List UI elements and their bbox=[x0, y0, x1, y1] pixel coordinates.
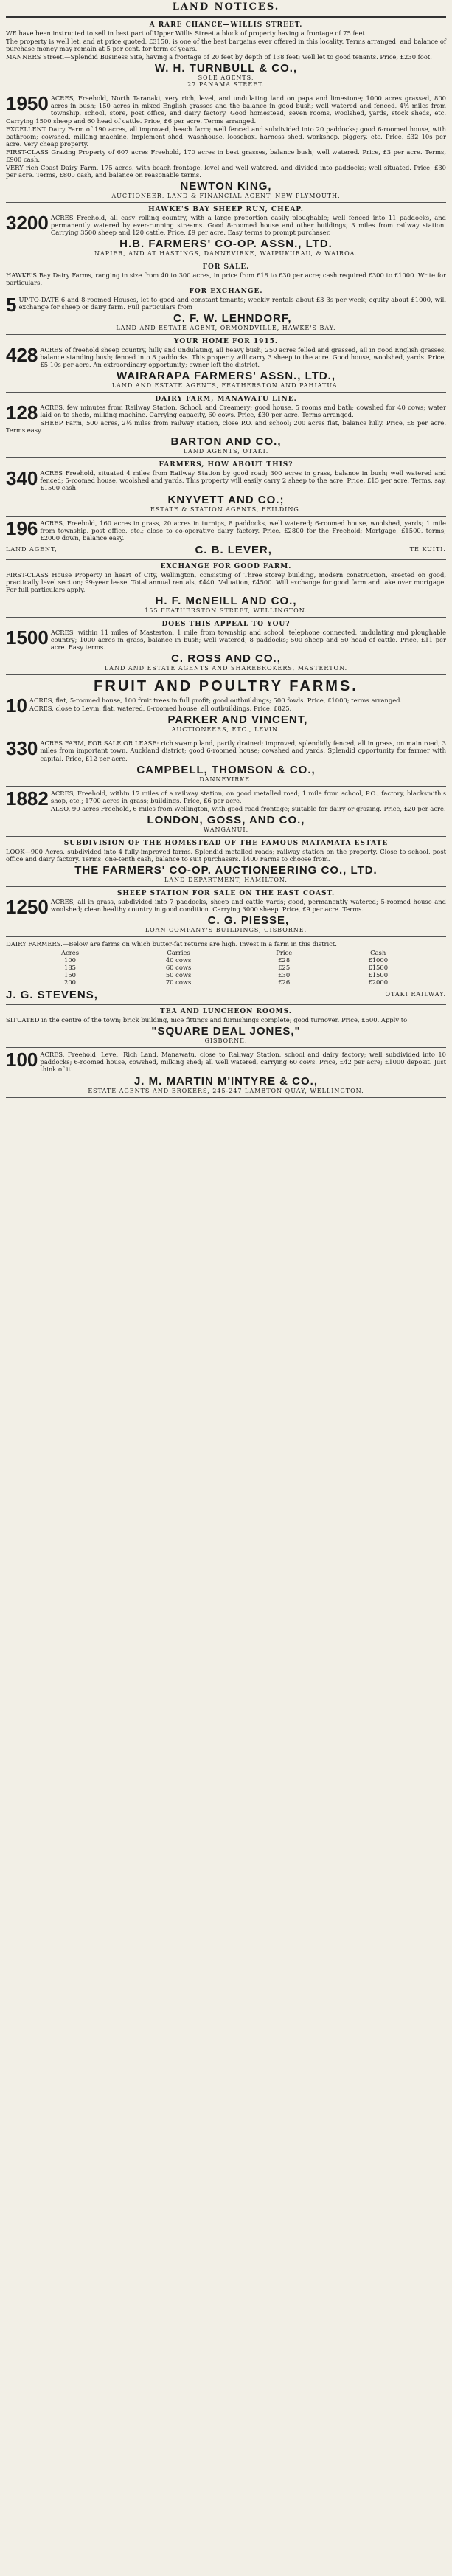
agent-sub: WANGANUI. bbox=[203, 826, 249, 833]
agent-name: J. M. MARTIN M'INTYRE & CO., bbox=[133, 1074, 319, 1088]
advertisement bbox=[6, 519, 446, 556]
divider bbox=[6, 1004, 446, 1005]
ad-heading: EXCHANGE FOR GOOD FARM. bbox=[160, 562, 292, 570]
ad-paragraph-text: ACRES, Freehold, North Taranaki, very rich, level, and undulating land on papa and limestone; 1000 acres grassed, 800 acres in bush; 150 acres in mixed English grasses and the balance in good bush; well watered and fenced, 4½ miles from township, school, store, post office, and dairy factory. Good homestead, seven rooms, woolshed, yards, stock sheds, etc. Carrying 1500 sheep and 60 head of cattle. Price, £6 per acre. Terms arranged. bbox=[6, 94, 446, 125]
advertisement bbox=[6, 1008, 446, 1044]
advertisement bbox=[6, 678, 446, 733]
agent-sub: LAND AND ESTATE AGENTS AND SHAREBROKERS, MASTERTON. bbox=[104, 665, 348, 672]
agent-sub: ESTATE AGENTS AND BROKERS, 245-247 LAMBTON QUAY, WELLINGTON. bbox=[88, 1087, 364, 1094]
advertisement bbox=[6, 940, 446, 1001]
agent-sub: LAND AND ESTATE AGENTS, FEATHERSTON AND PAHIATUA. bbox=[111, 381, 341, 389]
agent-name: NEWTON KING, bbox=[180, 180, 272, 193]
herd-table bbox=[24, 949, 428, 986]
advertisement bbox=[6, 396, 446, 455]
ad-heading: DOES THIS APPEAL TO YOU? bbox=[161, 620, 291, 628]
advertisement bbox=[6, 840, 446, 883]
agent-sub: GISBORNE. bbox=[204, 1037, 248, 1045]
agent-sub: SOLE AGENTS, bbox=[198, 75, 254, 82]
agent-sub: 155 FEATHERSTON STREET, WELLINGTON. bbox=[145, 607, 307, 614]
divider bbox=[6, 786, 446, 787]
agent-name: C. B. LEVER, bbox=[195, 543, 272, 556]
ad-paragraph bbox=[6, 940, 446, 947]
table-row bbox=[24, 978, 428, 986]
divider bbox=[6, 392, 446, 393]
table-cell: £1500 bbox=[368, 964, 389, 972]
ad-paragraph bbox=[6, 148, 446, 163]
ad-paragraph bbox=[6, 419, 446, 434]
ad-heading: TEA AND LUNCHEON ROOMS. bbox=[160, 1008, 292, 1016]
table-cell: 60 cows bbox=[165, 964, 192, 972]
ad-big-number: 3200 bbox=[6, 212, 49, 235]
agent-sub: LOAN COMPANY'S BUILDINGS, GISBORNE. bbox=[145, 927, 307, 934]
table-cell: £28 bbox=[278, 956, 291, 964]
agent-name: H. F. McNEILL AND CO., bbox=[155, 594, 297, 607]
ad-paragraph-text: FIRST-CLASS House Property in heart of City, Wellington, consisting of Three storey building, modern construction, erected on good, practically level section; 99-year lease. Total annual rentals, £440. Valuation, £4500. Will exchange for good farm and take over mortgage. For full particulars apply. bbox=[6, 570, 446, 593]
table-cell: 100 bbox=[64, 956, 77, 964]
advertisement bbox=[6, 739, 446, 782]
agent-right: OTAKI RAILWAY. bbox=[385, 991, 446, 998]
ad-heading: A RARE CHANCE—WILLIS STREET. bbox=[149, 21, 303, 29]
agent-name: PARKER AND VINCENT, bbox=[167, 714, 308, 727]
advertisement bbox=[6, 563, 446, 614]
ad-paragraph bbox=[6, 1051, 446, 1073]
ad-paragraph-text: ACRES FARM, FOR SALE OR LEASE: rich swamp land, partly drained; improved, splendidly fenced, all in grass, on main road; 3 miles from important town. Auckland district; good 6-roomed house; cowshed and yards. Splendid opportunity for farmer with capital. Price, £12 per acre. bbox=[40, 739, 446, 762]
table-cell: £26 bbox=[278, 978, 291, 987]
advertisement bbox=[6, 461, 446, 512]
ad-big-number: 196 bbox=[6, 517, 38, 539]
table-cell: £30 bbox=[278, 971, 291, 979]
ad-big-number: 128 bbox=[6, 401, 38, 424]
divider bbox=[6, 334, 446, 335]
divider bbox=[6, 516, 446, 517]
ad-paragraph-text: ACRES Freehold, situated 4 miles from Railway Station by good road; 300 acres in grass, balance in bush; well watered and fenced; 5-roomed house, woolshed and yards. This property will easily carry 2 sheep to the acre. Price, £15 per acre. Terms, say, £1500 cash. bbox=[40, 469, 446, 492]
ad-paragraph-text: ACRES, few minutes from Railway Station, School, and Creamery; good house, 5 rooms and bath; cowshed for 40 cows; water laid on to sheds, milking machine. Carrying capacity, 60 cows. Price, £30 per acre. Terms arranged. bbox=[40, 403, 446, 419]
divider bbox=[6, 1047, 446, 1048]
ad-paragraph bbox=[6, 1016, 446, 1023]
table-cell: £25 bbox=[278, 964, 291, 972]
agent-sub: LAND DEPARTMENT, HAMILTON. bbox=[164, 876, 288, 883]
ad-heading: FOR SALE. bbox=[202, 263, 250, 272]
ad-paragraph bbox=[6, 739, 446, 762]
agent-name: WAIRARAPA FARMERS' ASSN., LTD., bbox=[116, 369, 336, 382]
ad-paragraph-text: ACRES, Freehold, Level, Rich Land, Manawatu, close to Railway Station, school and dairy factory; well subdivided into 10 paddocks; 6-roomed house, cowshed, milking shed; all well watered, carrying 60 cows. Price, £42 per acre; £1000 deposit. Just think of it! bbox=[40, 1051, 446, 1074]
ad-paragraph-text: WE have been instructed to sell in best part of Upper Willis Street a block of property having a frontage of 75 feet. bbox=[6, 30, 367, 37]
agent-sub: AUCTIONEERS, ETC., LEVIN. bbox=[171, 726, 281, 733]
ad-banner: FRUIT AND POULTRY FARMS. bbox=[94, 678, 358, 695]
divider bbox=[6, 617, 446, 618]
ad-paragraph bbox=[6, 895, 446, 918]
ad-paragraph bbox=[6, 571, 446, 593]
ad-big-number: 1882 bbox=[6, 787, 49, 809]
advertisement bbox=[6, 787, 446, 833]
table-row bbox=[24, 971, 428, 978]
ad-paragraph-text: ACRES, close to Levin, flat, watered, 6-roomed house, all outbuildings. Price, £825. bbox=[29, 705, 292, 713]
ad-paragraph-text: DAIRY FARMERS.—Below are farms on which butter-fat returns are high. Invest in a farm in this district. bbox=[6, 940, 337, 948]
table-row bbox=[24, 956, 428, 964]
ad-heading: SHEEP STATION FOR SALE ON THE EAST COAST. bbox=[117, 889, 335, 897]
ad-paragraph-text: FIRST-CLASS Grazing Property of 607 acres Freehold, 170 acres in best grasses, balance bush; well watered. Price, £3 per acre. Terms, £900 cash. bbox=[6, 148, 446, 163]
table-cell: 50 cows bbox=[165, 971, 192, 979]
advertisement bbox=[6, 206, 446, 257]
table-row bbox=[24, 964, 428, 971]
agent-left: LAND AGENT, bbox=[6, 545, 58, 553]
ad-paragraph-text: VERY rich Coast Dairy Farm, 175 acres, with beach frontage, level and well watered, and divided into paddocks; well situated. Price, £30 per acre. Terms, £800 cash, and balance on reasonable terms. bbox=[6, 164, 446, 179]
table-cell: 200 bbox=[64, 978, 77, 987]
ad-paragraph-text: ACRES, all in grass, subdivided into 7 paddocks, sheep and cattle yards; good, permanently watered; 5-roomed house and woolshed; clean healthy country in good condition. Carrying 3000 sheep. Price, £9 per acre. Terms. bbox=[50, 897, 446, 914]
advertisement bbox=[6, 890, 446, 933]
table-cell: £2000 bbox=[368, 978, 389, 987]
table-cell: £1000 bbox=[368, 956, 389, 964]
table-header-cell: Cash bbox=[370, 949, 386, 957]
agent-row bbox=[6, 542, 446, 556]
page-title: LAND NOTICES. bbox=[172, 1, 280, 13]
advertisement bbox=[6, 263, 446, 331]
table-header-cell: Acres bbox=[61, 949, 80, 957]
ad-paragraph bbox=[6, 343, 446, 368]
agent-sub: DANNEVIRKE. bbox=[199, 776, 253, 783]
ad-big-number: 5 bbox=[6, 293, 17, 316]
table-header-cell: Carries bbox=[167, 949, 190, 957]
advertisement bbox=[6, 21, 446, 88]
ad-paragraph-text: SITUATED in the centre of the town; brick building, nice fittings and furnishings complete; good turnover. Price, £500. Apply to bbox=[6, 1016, 408, 1024]
ad-big-number: 1500 bbox=[6, 626, 49, 649]
ad-paragraph-text: ACRES of freehold sheep country, hilly and undulating, all heavy bush; 250 acres felled and grassed, all in good English grasses, balance standing bush; fenced into 8 paddocks. This property will carry 3 sheep to the acre. Good house, woolshed, yards. Price, £5 10s per acre. An extraordinary opportunity; owner left the district. bbox=[40, 345, 446, 368]
agent-sub: LAND AND ESTATE AGENT, ORMONDVILLE, HAWKE'S BAY. bbox=[116, 324, 336, 331]
agent-right: TE KUITI. bbox=[409, 545, 446, 553]
advertisement bbox=[6, 94, 446, 199]
divider bbox=[6, 16, 446, 18]
ad-heading: YOUR HOME FOR 1915. bbox=[173, 337, 279, 345]
ad-paragraph bbox=[6, 805, 446, 812]
advertisement bbox=[6, 1051, 446, 1094]
ad-paragraph bbox=[6, 293, 446, 316]
ad-big-number: 1250 bbox=[6, 895, 49, 918]
agent-name: LONDON, GOSS, AND CO., bbox=[147, 813, 305, 826]
ad-paragraph bbox=[6, 53, 446, 61]
ad-paragraph-text: The property is well let, and at price quoted, £3150, is one of the best bargains ever offered in this locality. Terms arranged, and balance of purchase money may remain at 5 per cent. for term of years. bbox=[6, 38, 446, 53]
agent-name: BARTON AND CO., bbox=[170, 435, 282, 449]
divider bbox=[6, 1097, 446, 1098]
agent-name: C. ROSS AND CO., bbox=[171, 652, 281, 666]
divider bbox=[6, 886, 446, 887]
ad-paragraph bbox=[6, 705, 446, 712]
ad-paragraph-text: HAWKE'S Bay Dairy Farms, ranging in size from 40 to 300 acres, in price from £18 to £30 per acre; cash required £300 to £1000. Write for particulars. bbox=[6, 272, 446, 287]
table-header-row bbox=[24, 949, 428, 956]
ad-big-number: 1950 bbox=[6, 92, 49, 115]
table-cell: £1500 bbox=[368, 971, 389, 979]
agent-sub: NAPIER, AND AT HASTINGS, DANNEVIRKE, WAIPUKURAU, & WAIROA. bbox=[94, 250, 358, 258]
ad-paragraph bbox=[6, 401, 446, 424]
ad-big-number: 330 bbox=[6, 737, 38, 760]
ad-heading: FARMERS, HOW ABOUT THIS? bbox=[159, 461, 293, 469]
ad-paragraph-text: ALSO, 90 acres Freehold, 6 miles from Wellington, with good road frontage; suitable for dairy or grazing. Price, £20 per acre. bbox=[50, 804, 446, 812]
ad-paragraph-text: UP-TO-DATE 6 and 8-roomed Houses, let to good and constant tenants; weekly rentals about £3 3s per week; equity about £1000, will exchange for sheep or dairy farm. Full particulars from bbox=[18, 295, 446, 311]
agent-name: C. F. W. LEHNDORF, bbox=[173, 311, 292, 325]
ad-heading: HAWKE'S BAY SHEEP RUN, CHEAP. bbox=[148, 206, 304, 214]
table-header-cell: Price bbox=[276, 949, 293, 957]
ad-paragraph bbox=[6, 125, 446, 148]
ad-heading: FOR EXCHANGE. bbox=[189, 287, 263, 295]
agent-name: C. G. PIESSE, bbox=[207, 914, 290, 928]
advertisement bbox=[6, 338, 446, 389]
agent-name: H.B. FARMERS' CO-OP. ASSN., LTD. bbox=[119, 238, 333, 251]
agent-name: THE FARMERS' CO-OP. AUCTIONEERING CO., LTD. bbox=[74, 863, 378, 877]
divider bbox=[6, 936, 446, 937]
ad-paragraph-text: ACRES, Freehold, within 17 miles of a railway station, on good metalled road; 1 mile from school, P.O., factory, blacksmith's shop, etc.; 1700 acres in grass; buildings. Price, £6 per acre. bbox=[50, 789, 446, 804]
ad-paragraph bbox=[6, 626, 446, 652]
ad-paragraph-text: ACRES, Freehold, 160 acres in grass, 20 acres in turnips, 8 paddocks, well watered; 6-roomed house, woolshed, yards; 1 mile from township, post office, etc.; close to co-operative dairy factory. Price, £2800 for the Freehold; Mortgage, £1500, terms; £2000 down, balance easy. bbox=[40, 519, 446, 542]
ad-paragraph bbox=[6, 272, 446, 286]
agent-name: "SQUARE DEAL JONES," bbox=[151, 1025, 301, 1038]
table-cell: 70 cows bbox=[165, 978, 192, 987]
divider bbox=[6, 674, 446, 675]
ad-paragraph bbox=[6, 214, 446, 236]
ad-paragraph-text: ACRES, within 11 miles of Masterton, 1 mile from township and school, telephone connected, undulating and ploughable country; 1000 acres in grass, balance in bush; well watered; 8 paddocks; 500 sheep and 50 head of cattle. Price, £11 per acre. Easy terms. bbox=[50, 628, 446, 652]
ad-paragraph bbox=[6, 94, 446, 124]
ad-big-number: 340 bbox=[6, 467, 38, 490]
ad-paragraph bbox=[6, 519, 446, 542]
ad-heading: SUBDIVISION OF THE HOMESTEAD OF THE FAMOUS MATAMATA ESTATE bbox=[63, 839, 389, 847]
ads-list bbox=[6, 21, 446, 1098]
agent-sub: 27 PANAMA STREET. bbox=[187, 81, 265, 89]
ad-paragraph-text: EXCELLENT Dairy Farm of 190 acres, all improved; beach farm; well fenced and subdivided into 20 paddocks; good 6-roomed house, with bathroom; cowshed, milking machine, implement shed, washhouse, loosebox, harness shed, workshop, piggery, etc. Price, £32 10s per acre. Very cheap property. bbox=[6, 125, 446, 148]
agent-row bbox=[6, 987, 446, 1001]
table-cell: 150 bbox=[64, 971, 77, 979]
ad-paragraph-text: SHEEP Farm, 500 acres, 2½ miles from railway station, close P.O. and school; 200 acres flat, balance hilly. Price, £8 per acre. Terms easy. bbox=[6, 419, 446, 435]
agent-name: W. H. TURNBULL & CO., bbox=[154, 62, 298, 75]
agent-sub: ESTATE & STATION AGENTS, FEILDING. bbox=[150, 505, 302, 513]
ad-big-number: 10 bbox=[6, 694, 27, 717]
divider bbox=[6, 457, 446, 458]
ad-paragraph bbox=[6, 38, 446, 52]
agent-name: KNYVETT AND CO.; bbox=[167, 493, 285, 506]
agent-name: J. G. STEVENS, bbox=[6, 989, 98, 1002]
ad-big-number: 100 bbox=[6, 1049, 38, 1071]
table-cell: 185 bbox=[64, 964, 77, 972]
ad-paragraph bbox=[6, 469, 446, 491]
ad-paragraph-text: ACRES Freehold, all easy rolling country, with a large proportion easily ploughable; well fenced into 11 paddocks, and permanently watered by ever-running streams. Good 8-roomed house and other buildings; 3 miles from railway station. Carrying 3500 sheep and 120 cattle. Price, £9 per acre. Easy terms to prompt purchaser. bbox=[50, 214, 446, 237]
ad-paragraph-text: LOOK—900 Acres, subdivided into 4 fully-improved farms. Splendid metalled roads; railway station on the property. Close to school, post office and dairy factory. Terms: one-tenth cash, balance to suit purchasers. 1400 Farms to choose from. bbox=[6, 847, 446, 863]
ad-paragraph-text: ACRES, flat, 5-roomed house, 100 fruit trees in full profit; good outbuildings; 500 fowls. Price, £1000; terms arranged. bbox=[29, 697, 403, 705]
table-cell: 40 cows bbox=[165, 956, 192, 964]
ad-big-number: 428 bbox=[6, 343, 38, 366]
divider bbox=[6, 202, 446, 203]
ad-heading: DAIRY FARM, MANAWATU LINE. bbox=[155, 395, 297, 403]
ad-paragraph bbox=[6, 164, 446, 179]
ad-paragraph-text: MANNERS Street.—Splendid Business Site, having a frontage of 20 feet by depth of 138 feet; well let to good tenants. Price, £230 foot. bbox=[6, 53, 432, 61]
agent-name: CAMPBELL, THOMSON & CO., bbox=[136, 763, 316, 776]
advertisement bbox=[6, 621, 446, 671]
ad-paragraph bbox=[6, 848, 446, 863]
agent-sub: AUCTIONEER, LAND & FINANCIAL AGENT, NEW PLYMOUTH. bbox=[111, 193, 341, 200]
agent-sub: LAND AGENTS, OTAKI. bbox=[183, 448, 269, 455]
divider bbox=[6, 559, 446, 560]
divider bbox=[6, 836, 446, 837]
ad-paragraph bbox=[6, 30, 446, 37]
